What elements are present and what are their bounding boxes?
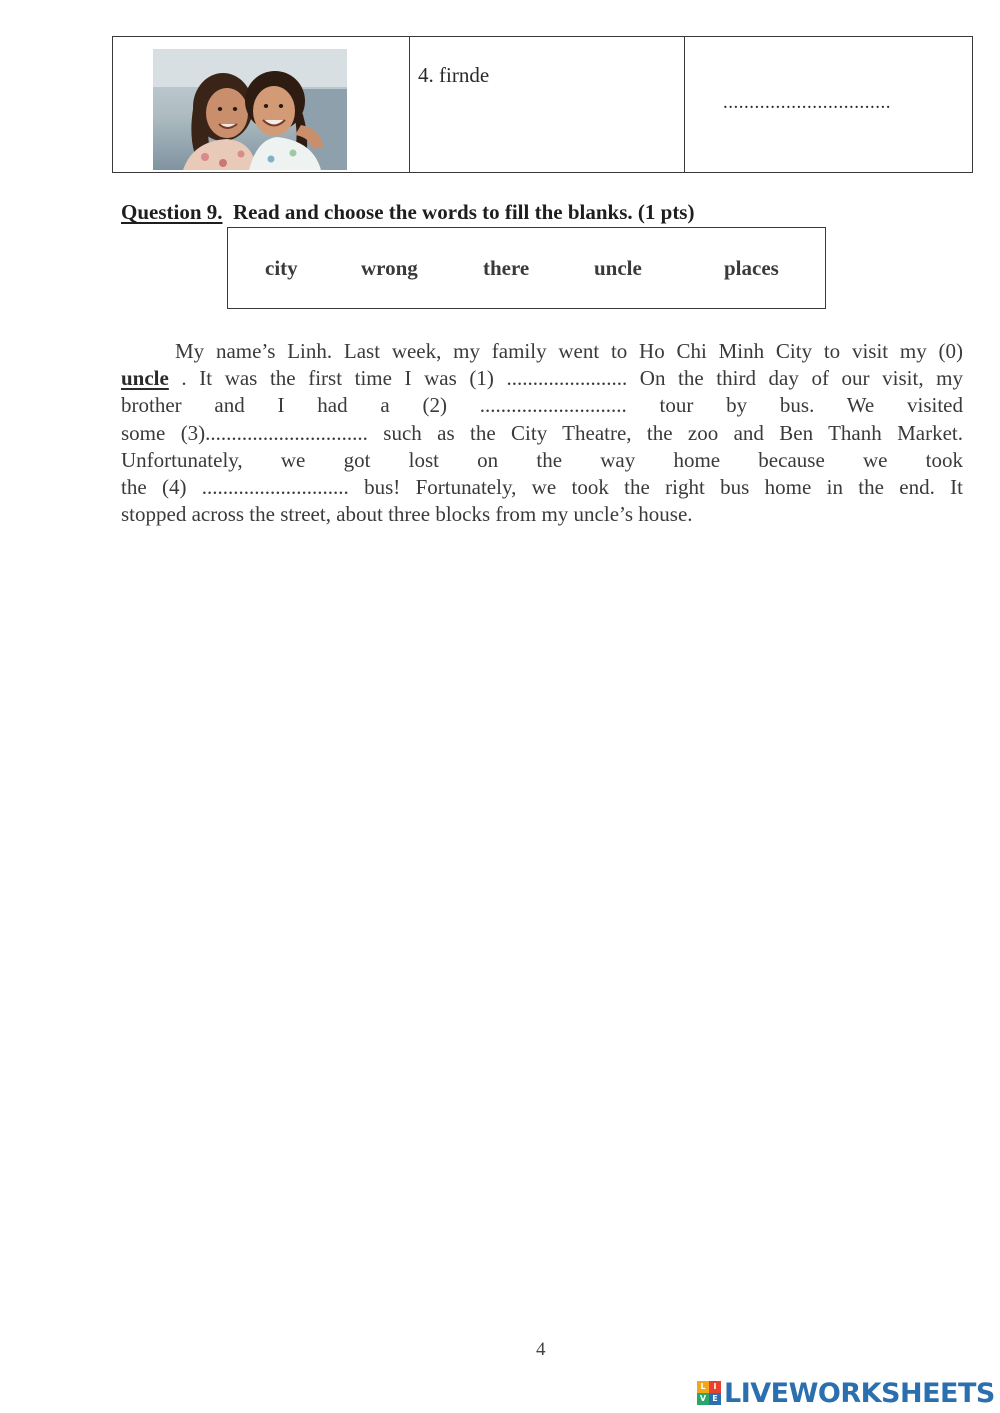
word-bank — [227, 227, 826, 309]
word-bank-item: there — [483, 256, 530, 280]
passage-line: My name’s Linh. Last week, my family went to Ho Chi Minh City to visit my (0) — [175, 339, 963, 363]
answer-blank[interactable]: ................................ — [723, 92, 891, 113]
reading-passage — [121, 338, 963, 528]
brand-logo-letter: E — [709, 1393, 721, 1405]
word-bank-item: city — [265, 256, 298, 280]
question-instruction: Read and choose the words to fill the blanks. (1 pts) — [222, 200, 695, 224]
example-answer: uncle — [121, 366, 169, 391]
brand-name: LIVEWORKSHEETS — [724, 1377, 995, 1409]
photo-cell — [113, 37, 410, 172]
brand-logo-letter: I — [709, 1381, 721, 1393]
scrambled-word-cell — [410, 37, 685, 172]
question-number: Question 9. — [121, 200, 223, 224]
brand-logo-icon — [697, 1381, 721, 1405]
brand-logo-letter: L — [697, 1381, 709, 1393]
brand-logo-letter: V — [697, 1393, 709, 1405]
passage-line: the (4) ............................ bus! Fortunately, we took the right bus home in the end. It — [121, 474, 963, 499]
answer-cell[interactable] — [685, 37, 972, 172]
passage-line: Unfortunately, we got lost on the way home because we took — [121, 447, 963, 472]
scrambled-word: 4. firnde — [418, 63, 490, 87]
page-number: 4 — [536, 1339, 546, 1360]
word-bank-item: wrong — [361, 256, 418, 280]
girls-photo — [153, 49, 347, 170]
word-bank-item: places — [724, 256, 779, 280]
passage-line — [121, 365, 963, 392]
passage-line: stopped across the street, about three blocks from my uncle’s house. — [121, 502, 693, 527]
passage-line: some (3)............................... such as the City Theatre, the zoo and Ben Thanh Market. — [121, 420, 963, 445]
liveworksheets-logo[interactable] — [697, 1375, 995, 1411]
word-bank-item: uncle — [594, 256, 642, 280]
question-heading — [121, 200, 694, 225]
vocabulary-table-row — [112, 36, 973, 173]
passage-line: brother and I had a (2) ............................ tour by bus. We visited — [121, 393, 963, 418]
passage-line-text: . It was the first time I was (1) ....................... On the third day of our visit, my — [168, 366, 963, 391]
